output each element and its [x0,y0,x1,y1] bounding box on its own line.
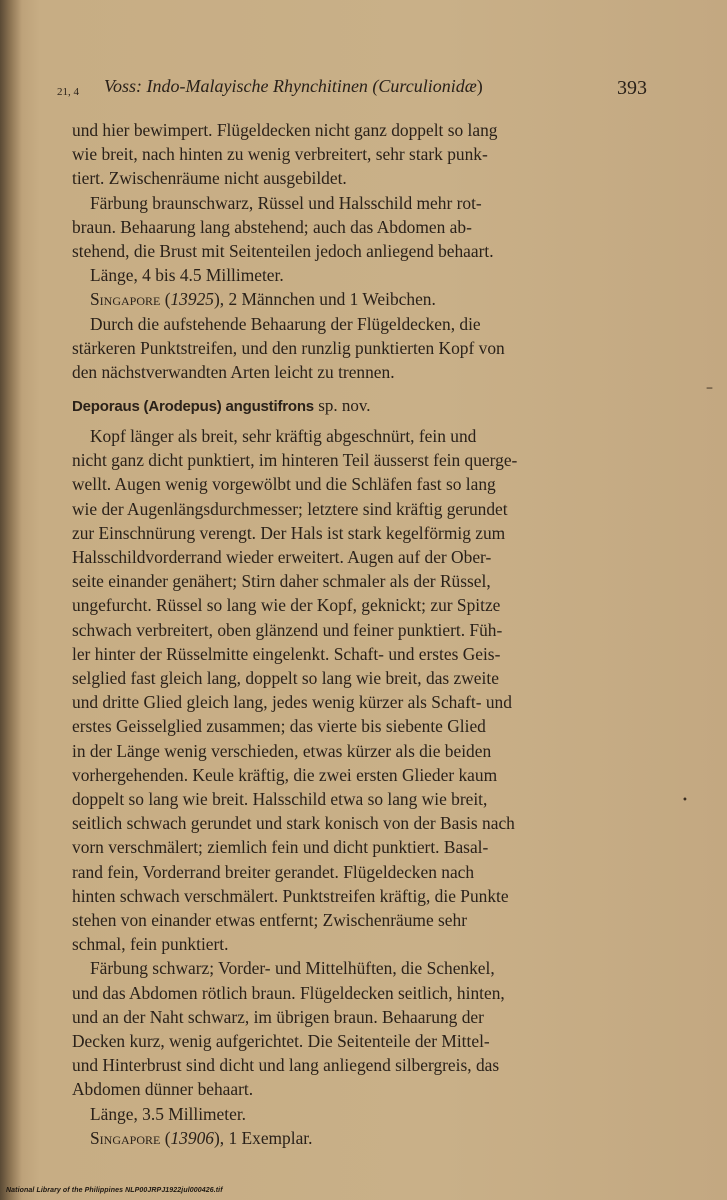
text-line: und Hinterbrust sind dicht und lang anliegend silbergreis, das [72,1055,500,1076]
text-line: doppelt so lang wie breit. Halsschild etwa so lang wie breit, [72,789,488,810]
specimen-number: 13925 [170,289,214,310]
volume-number: 21, 4 [57,86,79,98]
text-line: Decken kurz, wenig aufgerichtet. Die Seitenteile der Mittel- [72,1031,490,1052]
text-line: ungefurcht. Rüssel so lang wie der Kopf, geknickt; zur Spitze [72,595,501,616]
text-line: rand fein, Vorderrand breiter gerandet. Flügeldecken nach [72,861,475,882]
family-name: Curculionidæ [378,76,477,96]
text-line: Färbung schwarz; Vorder- und Mittelhüften, die Schenkel, [90,958,495,979]
text-line: Färbung braunschwarz, Rüssel und Halsschild mehr rot- [90,192,482,213]
scan-footer: National Library of the Philippines NLP00JRPJ1922jul000426.tif [6,1187,223,1194]
running-title: Voss: Indo-Malayische Rhynchitinen (Curculionidæ) [104,76,483,96]
locality-line: Singapore (13925), 2 Männchen und 1 Weibchen. [90,289,436,310]
text-line: braun. Behaarung lang abstehend; auch das Abdomen ab- [72,216,472,237]
text-line: Länge, 3.5 Millimeter. [90,1103,246,1124]
text-line: Halsschildvorderrand wieder erweitert. Augen auf der Ober- [72,547,492,568]
species-name: Deporaus (Arodepus) angustifrons [72,398,314,415]
margin-dot: • [682,795,688,806]
species-heading [72,394,370,419]
text-line: und das Abdomen rötlich braun. Flügeldecken seitlich, hinten, [72,982,505,1003]
text-line: Kopf länger als breit, sehr kräftig abgeschnürt, fein und [90,426,477,446]
text-line: ler hinter der Rüsselmitte eingelenkt. Schaft- und erstes Geis- [72,643,501,664]
text-line: stehend, die Brust mit Seitenteilen jedoch anliegend behaart. [72,241,494,262]
section-species-description [72,424,642,1150]
text-line: selglied fast gleich lang, doppelt so lang wie breit, das zweite [72,668,499,689]
text-line: in der Länge wenig verschieden, etwas kürzer als die beiden [72,740,492,761]
text-line: stehen von einander etwas entfernt; Zwischenräume sehr [72,910,468,931]
text-line: zur Einschnürung verengt. Der Hals ist stark kegelförmig zum [72,522,506,543]
text-line: Durch die aufstehende Behaarung der Flügeldecken, die [90,313,481,334]
species-suffix: sp. nov. [318,396,371,415]
section-previous-species [72,118,642,384]
text-line: hinten schwach verschmälert. Punktstreifen kräftig, die Punkte [72,885,509,906]
text-line: Länge, 4 bis 4.5 Millimeter. [90,265,284,286]
text-line: seitlich schwach gerundet und stark konisch von der Basis nach [72,813,515,834]
text-line: und dritte Glied gleich lang, jedes wenig kürzer als Schaft- und [72,692,512,713]
text-line: wie breit, nach hinten zu wenig verbreitert, sehr stark punk- [72,144,488,165]
text-line: schwach verbreitert, oben glänzend und feiner punktiert. Füh- [72,619,503,640]
page-number: 393 [617,77,647,99]
text-line: vorhergehenden. Keule kräftig, die zwei ersten Glieder kaum [72,764,498,785]
text-line: wellt. Augen wenig vorgewölbt und die Schläfen fast so lang [72,474,496,495]
text-line: wie der Augenlängsdurchmesser; letztere sind kräftig gerundet [72,498,508,519]
text-line: erstes Geisselglied zusammen; das vierte bis siebente Glied [72,716,486,737]
locality-line: Singapore (13906), 1 Exemplar. [90,1127,313,1148]
text-line: vorn verschmälert; ziemlich fein und dicht punktiert. Basal- [72,837,489,858]
text-line: seite einander genähert; Stirn daher schmaler als der Rüssel, [72,571,491,592]
text-line: nicht ganz dicht punktiert, im hinteren Teil äusserst fein querge- [72,450,518,471]
locality-place: Singapore [90,1127,161,1148]
margin-mark: – [706,380,713,396]
text-line: Abdomen dünner behaart. [72,1079,254,1100]
specimen-number: 13906 [170,1127,214,1148]
text-line: tiert. Zwischenräume nicht ausgebildet. [72,168,347,189]
text-line: und hier bewimpert. Flügeldecken nicht ganz doppelt so lang [72,120,498,140]
text-line: den nächstverwandten Arten leicht zu trennen. [72,362,395,383]
text-line: schmal, fein punktiert. [72,934,229,955]
locality-place: Singapore [90,289,161,310]
text-line: stärkeren Punktstreifen, und den runzlig punktierten Kopf von [72,337,505,358]
running-header [57,72,647,100]
text-line: und an der Naht schwarz, im übrigen braun. Behaarung der [72,1006,484,1027]
